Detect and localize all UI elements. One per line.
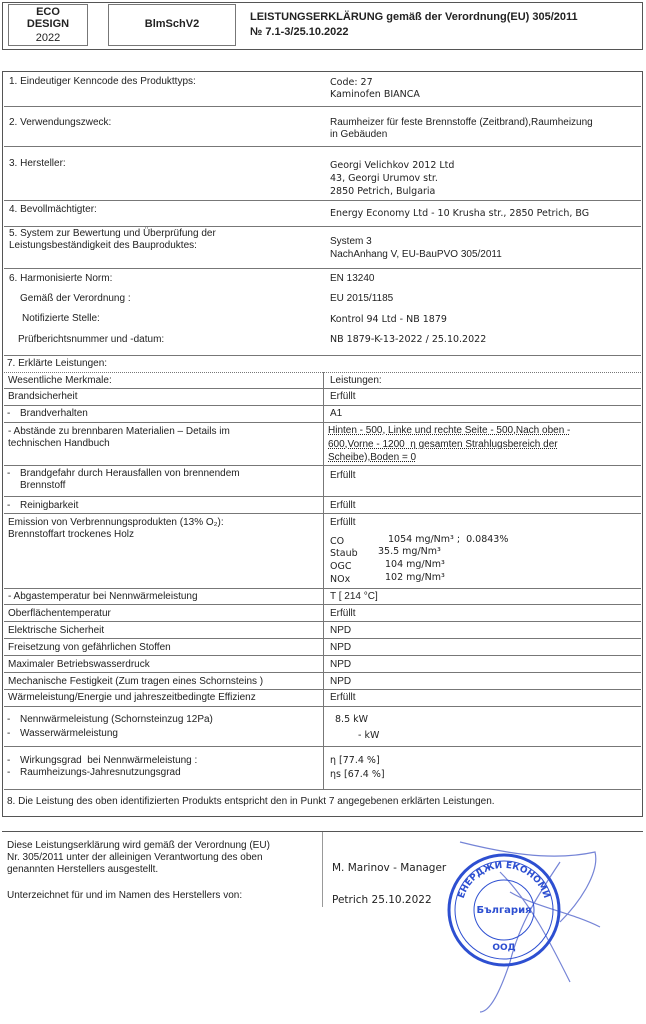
divider <box>4 672 641 673</box>
divider <box>4 689 641 690</box>
divider <box>4 355 641 356</box>
stamp-center-text: България <box>476 905 532 916</box>
divider <box>4 604 641 605</box>
footer-text-2: Nr. 305/2011 unter der alleinigen Verantwortung des oben <box>7 852 263 863</box>
abstaende-value-1: Hinten - 500, Linke und rechte Seite - 500,Nach oben - <box>328 425 571 436</box>
abgas-value: T [ 214 °C] <box>330 591 378 602</box>
divider <box>4 638 641 639</box>
stamp-ring-text: ЕНЕРДЖИ ЕКОНОМИ <box>456 860 552 900</box>
s6-pruf-value: NB 1879-K-13-2022 / 25.10.2022 <box>330 334 487 345</box>
wasser-label: Wasserwärmeleistung <box>20 728 118 739</box>
brandsicherheit-value: Erfüllt <box>330 391 356 402</box>
brandverhalten-value: A1 <box>330 408 343 419</box>
divider <box>4 496 641 497</box>
abstaende-value-2: 600,Vorne - 1200 η gesamten Strahlugsbereich der <box>328 439 558 450</box>
s5-value-2: NachAnhang V, EU-BauPVO 305/2011 <box>330 249 502 260</box>
maxwasser-label: Maximaler Betriebswasserdruck <box>8 659 150 670</box>
company-stamp <box>446 852 562 968</box>
footer-text-3: genannten Herstellers ausgestellt. <box>7 864 159 875</box>
oberfl-value: Erfüllt <box>330 608 356 619</box>
s6-notif-label: Notifizierte Stelle: <box>22 313 100 324</box>
staub-value: 35.5 mg/Nm³ <box>378 546 441 557</box>
divider <box>4 513 641 514</box>
s6-pruf-label: Prüfberichtsnummer und -datum: <box>18 334 165 345</box>
brandverhalten-dash: - <box>7 408 11 419</box>
s1-value-2: Kaminofen BIANCA <box>330 89 420 100</box>
wirk-value: η [77.4 %] <box>330 755 380 766</box>
divider <box>4 226 641 227</box>
eco-design-badge <box>8 4 88 46</box>
wirk-label: Wirkungsgrad bei Nennwärmeleistung : <box>20 755 198 766</box>
divider <box>4 621 641 622</box>
divider <box>4 789 641 790</box>
abstaende-value-3: Scheibe),Boden = 0 <box>328 452 417 463</box>
wasser-value: - kW <box>358 730 380 741</box>
divider <box>4 706 641 707</box>
reinig-value: Erfüllt <box>330 500 356 511</box>
s5-value-1: System 3 <box>330 236 372 247</box>
s2-label: 2. Verwendungszweck: <box>9 117 112 128</box>
co-value: 1054 mg/Nm³ ; 0.0843% <box>388 534 509 545</box>
reinig-dash: - <box>7 500 11 511</box>
stamp-bottom-text: ООД <box>492 943 516 953</box>
divider <box>4 655 641 656</box>
place-date: Petrich 25.10.2022 <box>332 894 432 906</box>
freis-label: Freisetzung von gefährlichen Stoffen <box>8 642 171 653</box>
nenn-label: Nennwärmeleistung (Schornsteinzug 12Pa) <box>20 714 213 725</box>
brandgefahr-label-2: Brennstoff <box>20 480 66 491</box>
s8-statement: 8. Die Leistung des oben identifizierten Produkts entspricht den in Punkt 7 angegebenen erklärten Leistungen. <box>7 796 495 807</box>
brandgefahr-label-1: Brandgefahr durch Herausfallen von brennendem <box>20 468 240 479</box>
abstaende-label-1: - Abstände zu brennbaren Materialien – Details im <box>8 426 230 437</box>
s2-value-2: in Gebäuden <box>330 129 388 140</box>
elektr-label: Elektrische Sicherheit <box>8 625 105 636</box>
eco-year: 2022 <box>35 32 61 44</box>
s3-value-2: 43, Georgi Urumov str. <box>330 173 438 184</box>
waerme-value: Erfüllt <box>330 692 356 703</box>
s7-title: 7. Erklärte Leistungen: <box>7 358 108 369</box>
footer-column-divider <box>322 832 323 907</box>
s7-col-left: Wesentliche Merkmale: <box>8 375 112 386</box>
reinig-label: Reinigbarkeit <box>20 500 79 511</box>
s2-value-1: Raumheizer für feste Brennstoffe (Zeitbrand),Raumheizung <box>330 117 593 128</box>
ogc-value: 104 mg/Nm³ <box>385 559 445 570</box>
waerme-label: Wärmeleistung/Energie und jahreszeitbedingte Effizienz <box>8 692 256 703</box>
abstaende-label-2: technischen Handbuch <box>8 438 110 449</box>
footer-text-1: Diese Leistungserklärung wird gemäß der Verordnung (EU) <box>7 840 270 851</box>
nenn-dash: - <box>7 714 11 725</box>
divider <box>4 422 641 423</box>
maxwasser-value: NPD <box>330 659 352 670</box>
s1-value-1: Code: 27 <box>330 77 373 88</box>
raum-label: Raumheizungs-Jahresnutzungsgrad <box>20 767 181 778</box>
document-title: LEISTUNGSERKLÄRUNG gemäß der Verordnung(EU) 305/2011 <box>250 11 578 23</box>
nenn-value: 8.5 kW <box>335 714 369 725</box>
signer-name: M. Marinov - Manager <box>332 862 447 874</box>
nox-value: 102 mg/Nm³ <box>385 572 445 583</box>
raum-dash: - <box>7 767 11 778</box>
divider <box>4 465 641 466</box>
mechan-label: Mechanische Festigkeit (Zum tragen eines Schornsteins ) <box>8 676 264 687</box>
s6-gemass-value: EU 2015/1185 <box>330 293 394 304</box>
document-number: № 7.1-3/25.10.2022 <box>250 26 349 38</box>
divider <box>4 200 641 201</box>
s6-label: 6. Harmonisierte Norm: <box>9 273 113 284</box>
brandgefahr-value: Erfüllt <box>330 470 356 481</box>
divider <box>4 268 641 269</box>
s7-col-right: Leistungen: <box>330 375 382 386</box>
s5-label-1: 5. System zur Bewertung und Überprüfung der <box>9 228 216 239</box>
divider <box>4 588 641 589</box>
emission-label-1: Emission von Verbrennungsprodukten (13% O₂): <box>8 517 224 528</box>
s1-label: 1. Eindeutiger Kenncode des Produkttyps: <box>9 76 196 87</box>
s4-value: Energy Economy Ltd - 10 Krusha str., 2850 Petrich, BG <box>330 208 590 219</box>
emission-value: Erfüllt <box>330 517 356 528</box>
s6-gemass-label: Gemäß der Verordnung : <box>20 293 131 304</box>
divider <box>4 146 641 147</box>
emission-label-2: Brennstoffart trockenes Holz <box>8 529 134 540</box>
blmschv-label: BlmSchV2 <box>144 18 200 30</box>
wasser-dash: - <box>7 728 11 739</box>
eco-line-1: ECO <box>36 6 60 18</box>
divider <box>4 106 641 107</box>
oberfl-label: Oberflächentemperatur <box>8 608 111 619</box>
brandgefahr-dash: - <box>7 468 11 479</box>
elektr-value: NPD <box>330 625 352 636</box>
s5-label-2: Leistungsbeständigkeit des Bauproduktes: <box>9 240 197 251</box>
s6-value: EN 13240 <box>330 273 375 284</box>
s3-label: 3. Hersteller: <box>9 158 66 169</box>
ogc-name: OGC <box>330 561 352 572</box>
signed-for-label: Unterzeichnet für und im Namen des Herstellers von: <box>7 890 243 901</box>
eco-line-2: DESIGN <box>26 18 70 30</box>
wirk-dash: - <box>7 755 11 766</box>
raum-value: ηs [67.4 %] <box>330 769 385 780</box>
s3-value-1: Georgi Velichkov 2012 Ltd <box>330 160 455 171</box>
co-name: CO <box>330 536 345 547</box>
brandsicherheit-label: Brandsicherheit <box>8 391 78 402</box>
divider <box>4 388 641 389</box>
mechan-value: NPD <box>330 676 352 687</box>
s3-value-3: 2850 Petrich, Bulgaria <box>330 186 436 197</box>
staub-name: Staub <box>330 548 358 559</box>
blmschv-badge <box>108 4 236 46</box>
column-divider <box>323 372 324 790</box>
nox-name: NOx <box>330 574 351 585</box>
divider <box>4 746 641 747</box>
s6-notif-value: Kontrol 94 Ltd - NB 1879 <box>330 314 447 325</box>
brandverhalten-label: Brandverhalten <box>20 408 88 419</box>
freis-value: NPD <box>330 642 352 653</box>
abgas-label: - Abgastemperatur bei Nennwärmeleistung <box>8 591 198 602</box>
divider <box>4 405 641 406</box>
s4-label: 4. Bevollmächtigter: <box>9 204 97 215</box>
